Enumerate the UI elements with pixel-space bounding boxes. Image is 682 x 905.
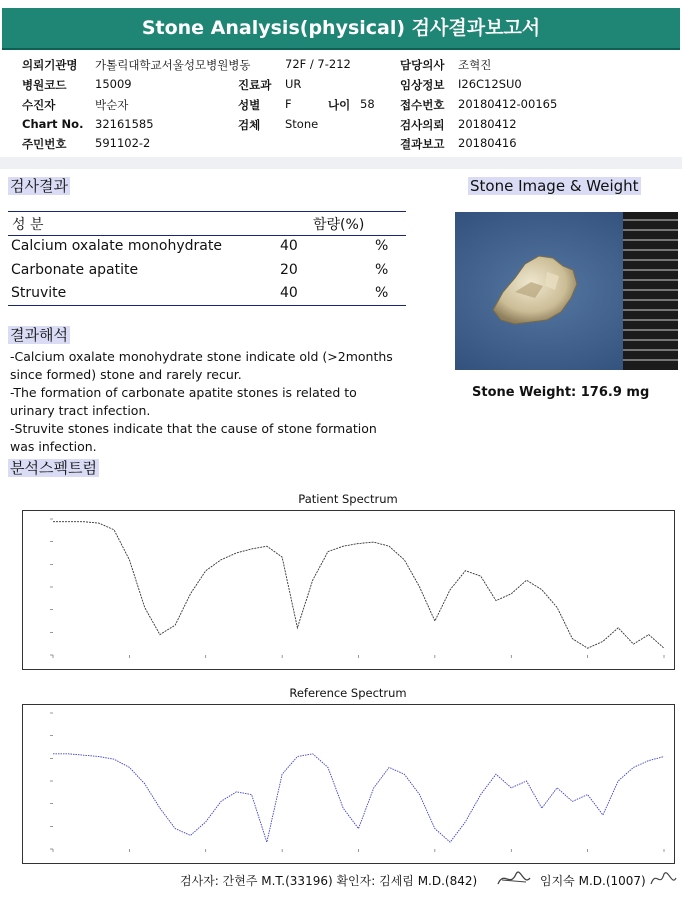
- stone-weight-value: 176.9 mg: [580, 385, 650, 400]
- table-bottom-line: [8, 305, 406, 306]
- footer-examiners: 검사자: 간현주 M.T.(33196) 확인자: 김세림 M.D.(842): [180, 874, 478, 888]
- requester-value: 가톨릭대학교서울성모병원병동: [95, 58, 251, 72]
- spectrum-title: 분석스펙트럼: [10, 459, 97, 477]
- collector-value: 박순자: [95, 98, 129, 112]
- reference-spectrum-chart: [22, 704, 675, 864]
- clinical-value: I26C12SU0: [458, 77, 522, 91]
- report-date-label: 결과보고: [400, 137, 445, 151]
- clinical-label: 임상정보: [400, 78, 445, 92]
- hospital-code-value: 15009: [95, 77, 132, 91]
- age-value: 58: [360, 97, 375, 111]
- receipt-label: 접수번호: [400, 98, 445, 112]
- interp-line-3: -The formation of carbonate apatite stones is related to: [10, 385, 357, 400]
- patient-spectrum-chart: [22, 510, 675, 670]
- interp-line-5: -Struvite stones indicate that the cause of stone formation: [10, 421, 377, 436]
- stone-title: Stone Image & Weight: [470, 177, 639, 195]
- report-title: Stone Analysis(physical) 검사결과보고서: [141, 17, 541, 39]
- report-date-value: 20180416: [458, 136, 517, 150]
- result-value-1: 40: [280, 238, 298, 254]
- signature-2: [648, 866, 678, 894]
- dept-label: 진료과: [238, 78, 272, 92]
- table-top-line: [8, 211, 406, 212]
- col-component-header: 성 분: [12, 217, 44, 233]
- request-date-value: 20180412: [458, 117, 517, 131]
- stone-photo-graphic: [455, 212, 678, 370]
- chart-no-value: 32161585: [95, 117, 154, 131]
- interp-line-4: urinary tract infection.: [10, 403, 151, 418]
- reference-spectrum-title: Reference Spectrum: [289, 686, 407, 700]
- results-title: 검사결과: [10, 177, 68, 195]
- request-date-label: 검사의뢰: [400, 118, 445, 132]
- doctor-label: 담당의사: [400, 58, 445, 72]
- table-header-line: [8, 235, 406, 236]
- sex-value: F: [285, 97, 292, 111]
- result-value-3: 40: [280, 285, 298, 301]
- specimen-value: Stone: [285, 117, 319, 131]
- resident-label: 주민번호: [22, 137, 67, 151]
- result-unit-3: %: [375, 285, 389, 301]
- sex-label: 성별: [238, 98, 261, 112]
- interp-line-1: -Calcium oxalate monohydrate stone indicate old (>2months: [10, 349, 393, 364]
- signature-1: [494, 864, 534, 892]
- result-name-3: Struvite: [11, 285, 67, 301]
- collector-label: 수진자: [22, 98, 56, 112]
- result-unit-1: %: [375, 238, 389, 254]
- specimen-label: 검체: [238, 118, 261, 132]
- spectrum-line: [53, 522, 664, 649]
- reference-spectrum-svg: [23, 705, 674, 863]
- hospital-code-label: 병원코드: [22, 78, 67, 92]
- interp-line-6: was infection.: [10, 439, 97, 454]
- footer-confirmer: 임지숙 M.D.(1007): [540, 874, 646, 888]
- patient-spectrum-title: Patient Spectrum: [298, 492, 398, 506]
- interp-line-2: since formed) stone and rarely recur.: [10, 367, 242, 382]
- stone-photo: [455, 212, 678, 370]
- chart-no-label: Chart No.: [22, 117, 84, 131]
- section-divider: [0, 157, 682, 169]
- doctor-value: 조혁진: [458, 58, 492, 72]
- dept-value: UR: [285, 77, 302, 91]
- result-name-2: Carbonate apatite: [11, 262, 139, 278]
- interpretation-text: [10, 348, 440, 456]
- interpretation-title: 결과해석: [10, 326, 68, 344]
- result-unit-2: %: [375, 262, 389, 278]
- spectrum-line: [53, 754, 664, 842]
- requester-label: 의뢰기관명: [22, 58, 78, 72]
- stone-weight: [472, 385, 649, 400]
- stone-weight-label: Stone Weight:: [472, 385, 577, 400]
- result-name-1: Calcium oxalate monohydrate: [11, 238, 222, 254]
- receipt-value: 20180412-00165: [458, 97, 558, 111]
- col-content-header: 함량(%): [313, 217, 365, 233]
- result-value-2: 20: [280, 262, 298, 278]
- patient-spectrum-svg: [23, 511, 674, 669]
- age-label: 나이: [328, 98, 351, 112]
- ward-value: 72F / 7-212: [285, 57, 351, 71]
- resident-value: 591102-2: [95, 136, 151, 150]
